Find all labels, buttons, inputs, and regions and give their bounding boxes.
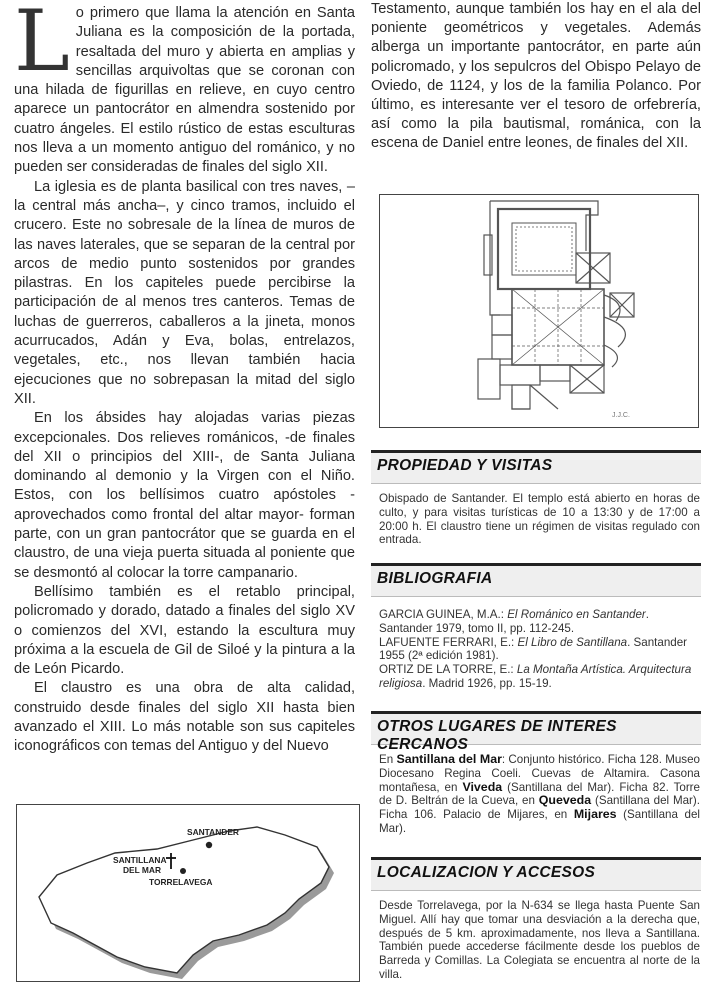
paragraph-retablo: Bellísimo también es el retablo principal, policromado y dorado, datado a finales del siglo XV o comienzos del XVI, estando la escultura muy próxima a la escuela de Gil de Siloé y la pintura a la de León Picardo. (14, 583, 355, 678)
biblio-rest: . Santander 1955 (2ª edición 1981). (379, 635, 688, 663)
label-santillana: SANTILLANA (113, 855, 167, 865)
paragraph-continuation: Testamento, aunque también los hay en el ala del poniente geométricos y vegetales. Además alberga un importante pantocrátor, en parte aún policromado, y los sepulcros del Obispo Pelayo de Oviedo, de 1124, y los de la familia Polanco. Por último, es interesante ver el tesoro de orfebrería, así como la pila bautismal, románica, con la escena de Daniel entre leones, de finales del XII. (371, 1, 701, 152)
section-header-localizacion (371, 857, 701, 891)
label-torrelavega: TORRELAVEGA (149, 877, 213, 887)
santander-marker (206, 842, 212, 848)
biblio-entry (379, 636, 700, 664)
biblio-rest: . Madrid 1926, pp. 15-19. (422, 676, 552, 690)
section-body-propiedad (379, 492, 700, 547)
place-name: Santillana del Mar (396, 752, 502, 766)
section-title: BIBLIOGRAFIA (377, 570, 493, 587)
torrelavega-marker (180, 868, 186, 874)
cantabria-map (17, 805, 359, 981)
section-header-bibliografia (371, 563, 701, 597)
section-title: OTROS LUGARES DE INTERES CERCANOS (377, 718, 617, 753)
biblio-title: El Libro de Santillana (517, 635, 628, 649)
section-body-otros (379, 753, 700, 836)
text-run: En (379, 753, 397, 766)
biblio-title: El Románico en Santander (507, 608, 646, 621)
section-title: PROPIEDAD Y VISITAS (377, 457, 553, 474)
biblio-author: ORTIZ DE LA TORRE, E.: (379, 663, 517, 677)
localizacion-text: Desde Torrelavega, por la N-634 se llega hasta Puente San Miguel. Allí hay que tomar una desviación a la derecha que, después de 5 km. aproximadamente, nos lleva a Santillana. También puede accederse fácilmente desde los pueblos de Barreda y Comillas. La Colegiata se encuentra al norte de la villa. (379, 899, 700, 981)
paragraph-claustro: El claustro es una obra de alta calidad, construido desde finales del siglo XII hasta bien avanzado el XIII. Lo más notable son sus capiteles iconográficos con temas del Antiguo y del Nuevo (14, 680, 355, 755)
otros-text (379, 753, 700, 836)
biblio-author: LAFUENTE FERRARI, E.: (379, 635, 518, 649)
paragraph-portada (14, 0, 355, 178)
paragraph-text: o primero que llama la atención en Santa Juliana es la composición de la portada, resaltada del muro y abierta en amplias y sencillas arquivoltas que se coronan con una hilada de figurillas en relieve, en cuyo centro aparece un pantocrátor en almendra sostenido por cuatro ángeles. El estilo rústico de estas esculturas nos lleva a un momento antiguo del románico, y no pueden ser consideradas de finales del siglo XII. (14, 5, 355, 176)
section-body-bibliografia (379, 608, 700, 691)
biblio-rest: . Santander 1979, tomo II, pp. 112-245. (379, 608, 650, 635)
section-header-otros (371, 711, 701, 753)
place-name: Queveda (538, 793, 592, 808)
biblio-entry (379, 663, 700, 691)
label-del-mar: DEL MAR (123, 865, 161, 875)
text-run: : Conjunto histórico. Ficha 128. Museo Diocesano Regina Coeli. Cuevas de Altamira. Casona montañesa, en (379, 753, 700, 794)
text-run: (Santillana del Mar). Ficha 82. Torre de D. Beltrán de la Cueva, en (379, 780, 700, 808)
right-column (371, 0, 701, 154)
biblio-entry (379, 608, 700, 636)
paragraph-planta: La iglesia es de planta basilical con tres naves, –la central más ancha–, y cinco tramos, incluido el crucero. Este no sobresale de la línea de muros de las naves laterales, que se separan de la central por arcos de medio punto sostenidos por grandes pilastras. En los capiteles puede percibirse la participación de al menos tres canteros. Temas de luchas de guerreros, caballeros a la jineta, monos acurrucados, Adán y Eva, bolas, entrelazos, vegetales, etc., nos llevan también hacia ejecuciones que no sobrepasan la mitad del siglo XII. (14, 178, 355, 407)
left-column (14, 0, 355, 757)
paragraph-absides: En los ábsides hay alojadas varias piezas excepcionales. Dos relieves románicos, -de finales del XII o principios del XIII-, de Santa Juliana dominando al demonio y la Virgen con el Niño. Estos, con los bellísimos cuatro apóstoles -aprovechados como frontal del altar mayor- forman parte, con un gran pantocrátor que se guarda en el claustro, de una vieja puerta situada al poniente que se desmontó al colocar la torre campanario. (14, 410, 355, 581)
place-name: Mijares (573, 807, 617, 822)
location-map (16, 804, 360, 982)
floor-plan-figure (379, 194, 699, 428)
place-name: Viveda (462, 779, 503, 794)
plan-signature: J.J.C. (612, 412, 630, 419)
section-title: LOCALIZACION Y ACCESOS (377, 864, 596, 881)
drop-cap: L (14, 0, 70, 90)
section-body-localizacion (379, 899, 700, 982)
section-header-propiedad (371, 450, 701, 484)
map-region (39, 827, 329, 973)
biblio-author: GARCIA GUINEA, M.A.: (379, 608, 508, 621)
propiedad-text: Obispado de Santander. El templo está abierto en horas de culto, y para visitas turísticas de 10 a 13:30 y de 17:00 a 20:00 h. El claustro tiene un régimen de visitas regulado con entrada. (379, 492, 700, 547)
biblio-title: La Montaña Artística. Arquitectura religiosa (379, 663, 692, 690)
label-santander: SANTANDER (187, 827, 239, 837)
text-run: (Santillana del Mar). Ficha 106. Palacio de Mijares, en (379, 794, 700, 822)
floor-plan-drawing (380, 195, 698, 427)
text-run: (Santillana del Mar). (379, 808, 700, 835)
